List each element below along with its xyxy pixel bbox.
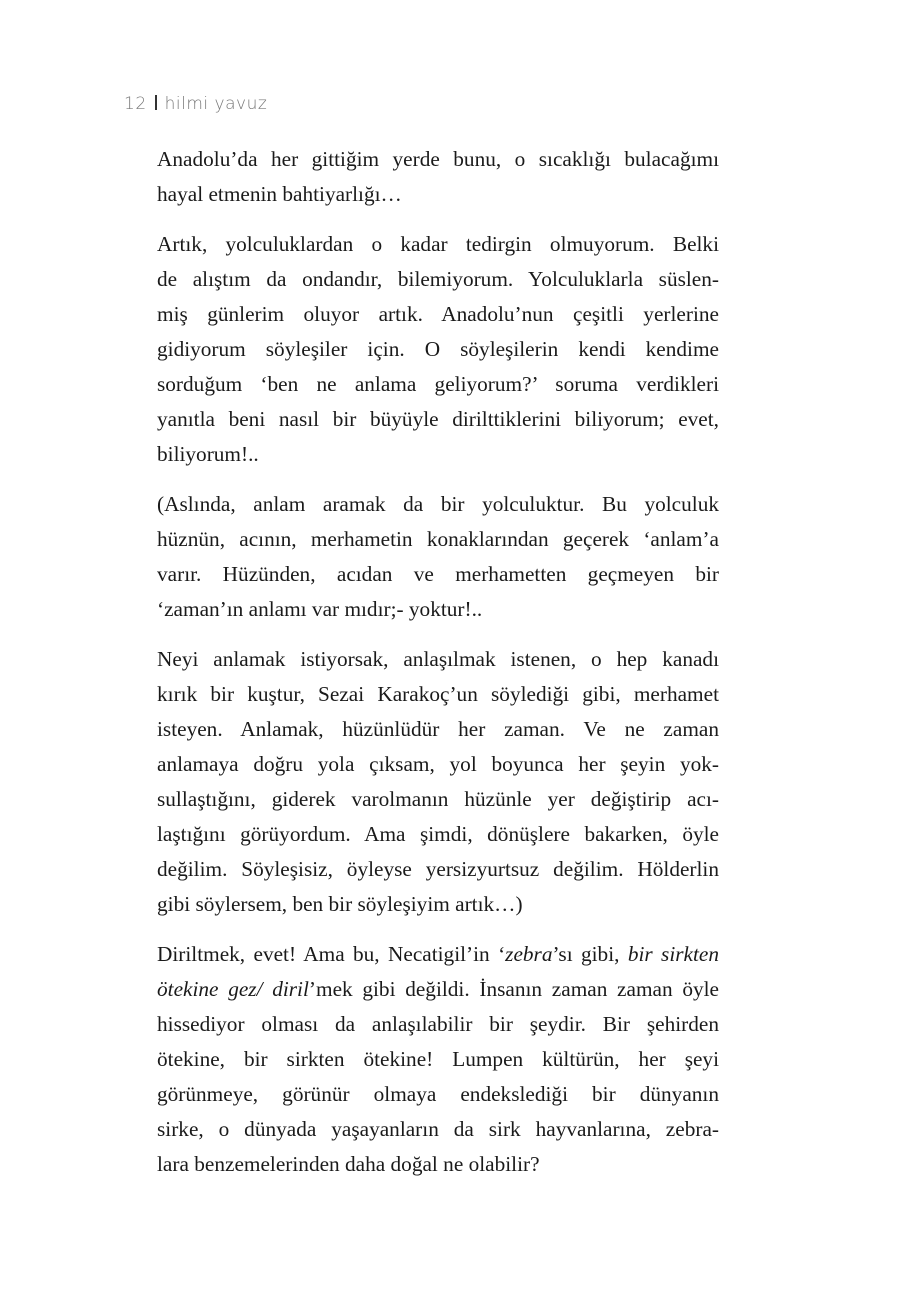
text-line: sullaştığını, giderek varolmanın hüzünle yer değiştirip acı-	[157, 787, 719, 811]
text-line: hissediyor olması da anlaşılabilir bir şeydir. Bir şehirden	[157, 1012, 719, 1036]
text-line: anlamaya doğru yola çıksam, yol boyunca her şeyin yok-	[157, 752, 719, 776]
header-separator	[155, 95, 157, 110]
text-run: ’sı gibi,	[552, 942, 628, 966]
paragraph-5	[157, 937, 719, 1182]
text-line: Anadolu’da her gittiğim yerde bunu, o sıcaklığı bulacağımı	[157, 147, 719, 171]
paragraph-4	[157, 642, 719, 922]
text-line: değilim. Söyleşisiz, öyleyse yersizyurtsuz değilim. Hölderlin	[157, 857, 719, 881]
text-line: varır. Hüzünden, acıdan ve merhametten geçmeyen bir	[157, 562, 719, 586]
text-line: gibi söylersem, ben bir söyleşiyim artık…)	[157, 892, 523, 916]
text-line: biliyorum!..	[157, 442, 259, 466]
text-line: sirke, o dünyada yaşayanların da sirk hayvanlarına, zebra-	[157, 1117, 719, 1141]
paragraph-3	[157, 487, 719, 627]
text-line: hayal etmenin bahtiyarlığı…	[157, 182, 402, 206]
text-line: de alıştım da ondandır, bilemiyorum. Yolculuklarla süslen-	[157, 267, 719, 291]
italic-run: ötekine gez/ diril	[157, 977, 309, 1001]
text-line: laştığını görüyordum. Ama şimdi, dönüşlere bakarken, öyle	[157, 822, 719, 846]
text-line: Artık, yolculuklardan o kadar tedirgin olmuyorum. Belki	[157, 232, 719, 256]
text-line: hüznün, acının, merhametin konaklarından geçerek ‘anlam’a	[157, 527, 719, 551]
text-run: Diriltmek, evet! Ama bu, Necatigil’in ‘	[157, 942, 506, 966]
text-line: ‘zaman’ın anlamı var mıdır;- yoktur!..	[157, 597, 483, 621]
text-line: kırık bir kuştur, Sezai Karakoç’un söylediği gibi, merhamet	[157, 682, 719, 706]
text-line: gidiyorum söyleşiler için. O söyleşilerin kendi kendime	[157, 337, 719, 361]
text-line: yanıtla beni nasıl bir büyüyle dirilttiklerini biliyorum; evet,	[157, 407, 719, 431]
paragraph-1	[157, 142, 719, 212]
text-line: isteyen. Anlamak, hüzünlüdür her zaman. Ve ne zaman	[157, 717, 719, 741]
running-header	[124, 94, 267, 114]
text-line	[157, 972, 719, 1007]
text-line: miş günlerim oluyor artık. Anadolu’nun çeşitli yerlerine	[157, 302, 719, 326]
text-run: ’mek gibi değildi. İnsanın zaman zaman öyle	[308, 977, 720, 1001]
text-line: lara benzemelerinden daha doğal ne olabilir?	[157, 1152, 540, 1176]
page-number: 12	[124, 94, 147, 114]
text-line: (Aslında, anlam aramak da bir yolculuktur. Bu yolculuk	[157, 492, 719, 516]
text-line: sorduğum ‘ben ne anlama geliyorum?’ soruma verdikleri	[157, 372, 719, 396]
italic-run: zebra	[505, 942, 553, 966]
text-line	[157, 937, 719, 972]
text-line: görünmeye, görünür olmaya endekslediği bir dünyanın	[157, 1082, 719, 1106]
italic-run: bir sirkten	[627, 942, 719, 966]
author-name: hilmi yavuz	[164, 94, 268, 114]
body-text	[157, 142, 719, 1182]
text-line: ötekine, bir sirkten ötekine! Lumpen kültürün, her şeyi	[157, 1047, 719, 1071]
text-line: Neyi anlamak istiyorsak, anlaşılmak istenen, o hep kanadı	[157, 647, 719, 671]
paragraph-2	[157, 227, 719, 472]
